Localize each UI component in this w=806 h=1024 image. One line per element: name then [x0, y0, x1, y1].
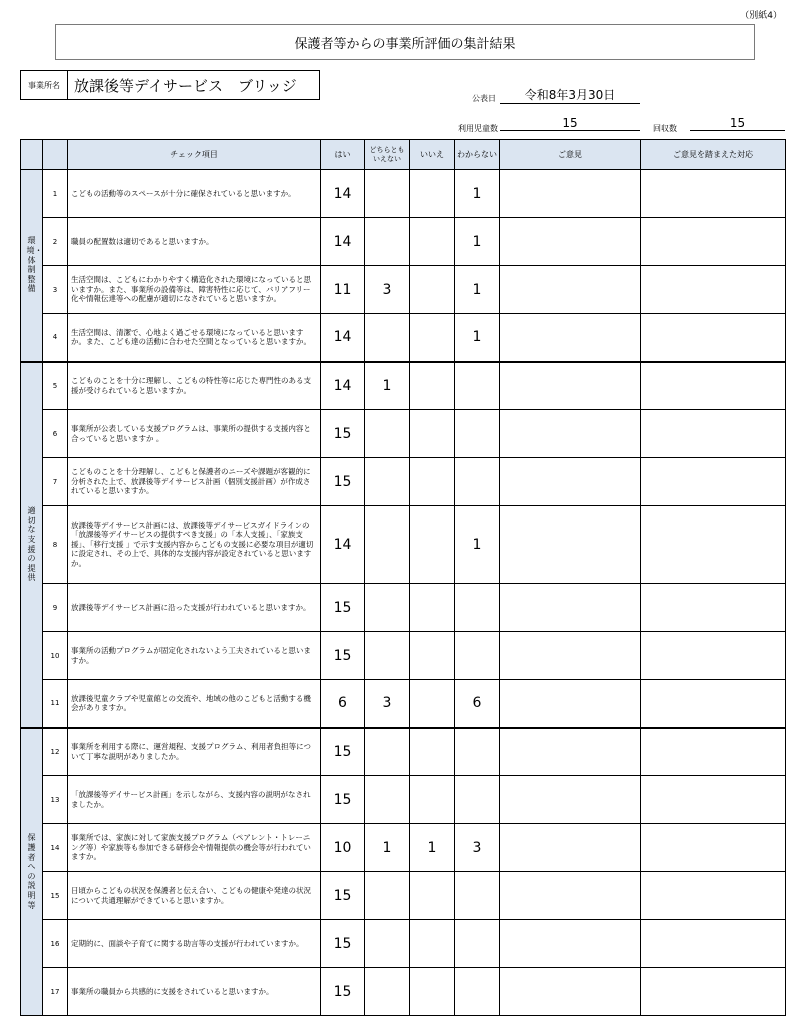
count-no: [410, 632, 455, 680]
opinion-cell: [500, 776, 641, 824]
row-number: 15: [43, 872, 68, 920]
count-unknown: [455, 968, 500, 1016]
count-unknown: [455, 632, 500, 680]
header-blank-num: [43, 140, 68, 170]
opinion-cell: [500, 266, 641, 314]
header-response: ご意見を踏まえた対応: [641, 140, 786, 170]
opinion-cell: [500, 728, 641, 776]
count-unknown: [455, 728, 500, 776]
count-no: [410, 968, 455, 1016]
count-yes: 15: [321, 872, 365, 920]
table-row: [21, 728, 786, 776]
opinion-cell: [500, 872, 641, 920]
table-row: [21, 872, 786, 920]
header-blank-cat: [21, 140, 43, 170]
count-unknown: 3: [455, 824, 500, 872]
table-row: [21, 218, 786, 266]
table-row: [21, 680, 786, 728]
response-cell: [641, 458, 786, 506]
table-row: [21, 458, 786, 506]
check-item-text: 生活空間は、こどもにわかりやすく構造化された環境になっていると思いますか。また、事業所の設備等は、障害特性に応じて、バリアフリー化や情報伝達等への配慮が適切になされていると思いますか。: [68, 266, 321, 314]
response-cell: [641, 872, 786, 920]
check-item-text: こどものことを十分理解し、こどもと保護者のニーズや課題が客観的に分析された上で、放課後等デイサービス計画（個別支援計画）が作成されていると思いますか。: [68, 458, 321, 506]
opinion-cell: [500, 458, 641, 506]
count-either: 3: [365, 680, 410, 728]
count-no: [410, 314, 455, 362]
office-name-label: 事業所名: [21, 71, 68, 99]
count-yes: 15: [321, 458, 365, 506]
row-number: 8: [43, 506, 68, 584]
opinion-cell: [500, 632, 641, 680]
count-either: [365, 506, 410, 584]
check-item-text: 「放課後等デイサービス計画」を示しながら、支援内容の説明がなされましたか。: [68, 776, 321, 824]
table-header-row: [21, 140, 786, 170]
category-cell: [21, 362, 43, 728]
count-no: [410, 584, 455, 632]
response-cell: [641, 776, 786, 824]
check-item-text: 事業所の職員から共感的に支援をされていると思いますか。: [68, 968, 321, 1016]
response-cell: [641, 824, 786, 872]
count-yes: 14: [321, 218, 365, 266]
responses-count: 15: [690, 116, 785, 131]
count-either: [365, 632, 410, 680]
count-unknown: [455, 362, 500, 410]
count-either: [365, 776, 410, 824]
count-no: [410, 410, 455, 458]
count-no: [410, 680, 455, 728]
row-number: 11: [43, 680, 68, 728]
office-name-box: [20, 70, 320, 100]
count-unknown: 1: [455, 266, 500, 314]
count-no: [410, 218, 455, 266]
opinion-cell: [500, 362, 641, 410]
row-number: 1: [43, 170, 68, 218]
opinion-cell: [500, 170, 641, 218]
count-either: [365, 728, 410, 776]
opinion-cell: [500, 314, 641, 362]
count-either: [365, 170, 410, 218]
count-unknown: 1: [455, 314, 500, 362]
count-no: [410, 266, 455, 314]
count-either: 1: [365, 362, 410, 410]
row-number: 10: [43, 632, 68, 680]
count-no: [410, 920, 455, 968]
opinion-cell: [500, 410, 641, 458]
table-row: [21, 968, 786, 1016]
count-either: 3: [365, 266, 410, 314]
count-yes: 14: [321, 170, 365, 218]
count-no: [410, 776, 455, 824]
count-yes: 14: [321, 314, 365, 362]
published-date: 令和8年3月30日: [500, 86, 640, 104]
opinion-cell: [500, 824, 641, 872]
table-row: [21, 362, 786, 410]
published-label: 公表日: [472, 94, 496, 103]
category-cell: [21, 728, 43, 1016]
row-number: 6: [43, 410, 68, 458]
count-unknown: 1: [455, 170, 500, 218]
count-unknown: [455, 776, 500, 824]
count-unknown: [455, 410, 500, 458]
count-yes: 15: [321, 632, 365, 680]
check-item-text: 放課後等デイサービス計画に沿った支援が行われていると思いますか。: [68, 584, 321, 632]
row-number: 4: [43, 314, 68, 362]
opinion-cell: [500, 218, 641, 266]
count-no: 1: [410, 824, 455, 872]
row-number: 14: [43, 824, 68, 872]
response-cell: [641, 170, 786, 218]
opinion-cell: [500, 584, 641, 632]
count-yes: 15: [321, 968, 365, 1016]
check-item-text: 放課後児童クラブや児童館との交流や、地域の他のこどもと活動する機会がありますか。: [68, 680, 321, 728]
row-number: 7: [43, 458, 68, 506]
count-yes: 15: [321, 776, 365, 824]
users-count: 15: [500, 116, 640, 131]
count-unknown: 1: [455, 218, 500, 266]
opinion-cell: [500, 968, 641, 1016]
response-cell: [641, 680, 786, 728]
count-unknown: [455, 920, 500, 968]
office-name-value: 放課後等デイサービス ブリッジ: [74, 76, 297, 95]
row-number: 16: [43, 920, 68, 968]
count-either: [365, 920, 410, 968]
header-no: いいえ: [410, 140, 455, 170]
count-no: [410, 362, 455, 410]
count-yes: 15: [321, 584, 365, 632]
count-no: [410, 458, 455, 506]
response-cell: [641, 266, 786, 314]
count-unknown: [455, 584, 500, 632]
response-cell: [641, 362, 786, 410]
responses-label: 回収数: [653, 124, 677, 133]
table-row: [21, 410, 786, 458]
response-cell: [641, 968, 786, 1016]
row-number: 12: [43, 728, 68, 776]
response-cell: [641, 584, 786, 632]
check-item-text: 生活空間は、清潔で、心地よく過ごせる環境になっていると思いますか。また、こども達の活動に合わせた空間となっていると思いますか。: [68, 314, 321, 362]
opinion-cell: [500, 506, 641, 584]
count-yes: 10: [321, 824, 365, 872]
category-label: 環境・体制整備: [26, 236, 43, 294]
count-yes: 6: [321, 680, 365, 728]
count-unknown: 1: [455, 506, 500, 584]
header-yes: はい: [321, 140, 365, 170]
row-number: 13: [43, 776, 68, 824]
header-either: どちらとも いえない: [365, 140, 410, 170]
check-item-text: 事業所では、家族に対して家族支援プログラム（ペアレント・トレーニング等）や家族等も参加できる研修会や情報提供の機会等が行われていますか。: [68, 824, 321, 872]
response-cell: [641, 632, 786, 680]
table-row: [21, 506, 786, 584]
category-label: 適切な支援の提供: [27, 506, 36, 583]
row-number: 5: [43, 362, 68, 410]
table-row: [21, 170, 786, 218]
category-cell: [21, 170, 43, 362]
check-item-text: こどもの活動等のスペースが十分に確保されていると思いますか。: [68, 170, 321, 218]
appendix-label: （別紙4）: [740, 11, 782, 21]
check-item-text: 事業所を利用する際に、運営規程、支援プログラム、利用者負担等について丁寧な説明がありましたか。: [68, 728, 321, 776]
response-cell: [641, 410, 786, 458]
users-label: 利用児童数: [458, 124, 498, 133]
count-either: [365, 218, 410, 266]
count-unknown: [455, 458, 500, 506]
table-row: [21, 314, 786, 362]
count-yes: 15: [321, 728, 365, 776]
header-check: チェック項目: [68, 140, 321, 170]
table-row: [21, 776, 786, 824]
count-no: [410, 728, 455, 776]
count-yes: 11: [321, 266, 365, 314]
opinion-cell: [500, 920, 641, 968]
table-row: [21, 920, 786, 968]
header-opinion: ご意見: [500, 140, 641, 170]
table-row: [21, 824, 786, 872]
table-row: [21, 632, 786, 680]
evaluation-table: [20, 139, 786, 1016]
row-number: 3: [43, 266, 68, 314]
count-unknown: 6: [455, 680, 500, 728]
count-unknown: [455, 872, 500, 920]
row-number: 2: [43, 218, 68, 266]
check-item-text: こどものことを十分に理解し、こどもの特性等に応じた専門性のある支援が受けられていると思いますか。: [68, 362, 321, 410]
count-no: [410, 506, 455, 584]
count-no: [410, 872, 455, 920]
count-either: [365, 584, 410, 632]
count-yes: 15: [321, 410, 365, 458]
response-cell: [641, 920, 786, 968]
count-either: [365, 458, 410, 506]
count-yes: 15: [321, 920, 365, 968]
check-item-text: 放課後等デイサービス計画には、放課後等デイサービスガイドラインの「放課後等デイサービスの提供すべき支援」の「本人支援」、「家族支援」、「移行支援 」で示す支援内容からこどもの支援に必要な項目が適切に設定され、その上で、具体的な支援内容が設定されていると思いますか。: [68, 506, 321, 584]
count-either: [365, 872, 410, 920]
response-cell: [641, 506, 786, 584]
count-no: [410, 170, 455, 218]
header-unknown: わからない: [455, 140, 500, 170]
count-either: 1: [365, 824, 410, 872]
response-cell: [641, 314, 786, 362]
count-yes: 14: [321, 362, 365, 410]
count-yes: 14: [321, 506, 365, 584]
count-either: [365, 314, 410, 362]
row-number: 17: [43, 968, 68, 1016]
check-item-text: 事業所が公表している支援プログラムは、事業所の提供する支援内容と合っていると思いますか 。: [68, 410, 321, 458]
count-either: [365, 410, 410, 458]
check-item-text: 定期的に、面談や子育てに関する助言等の支援が行われていますか。: [68, 920, 321, 968]
page-title: 保護者等からの事業所評価の集計結果: [55, 24, 755, 60]
table-row: [21, 266, 786, 314]
check-item-text: 事業所の活動プログラムが固定化されないよう工夫されていると思いますか。: [68, 632, 321, 680]
response-cell: [641, 728, 786, 776]
check-item-text: 日頃からこどもの状況を保護者と伝え合い、こどもの健康や発達の状況について共通理解ができていると思いますか。: [68, 872, 321, 920]
table-row: [21, 584, 786, 632]
count-either: [365, 968, 410, 1016]
category-label: 保護者への説明等: [27, 833, 36, 910]
opinion-cell: [500, 680, 641, 728]
row-number: 9: [43, 584, 68, 632]
response-cell: [641, 218, 786, 266]
check-item-text: 職員の配置数は適切であると思いますか。: [68, 218, 321, 266]
